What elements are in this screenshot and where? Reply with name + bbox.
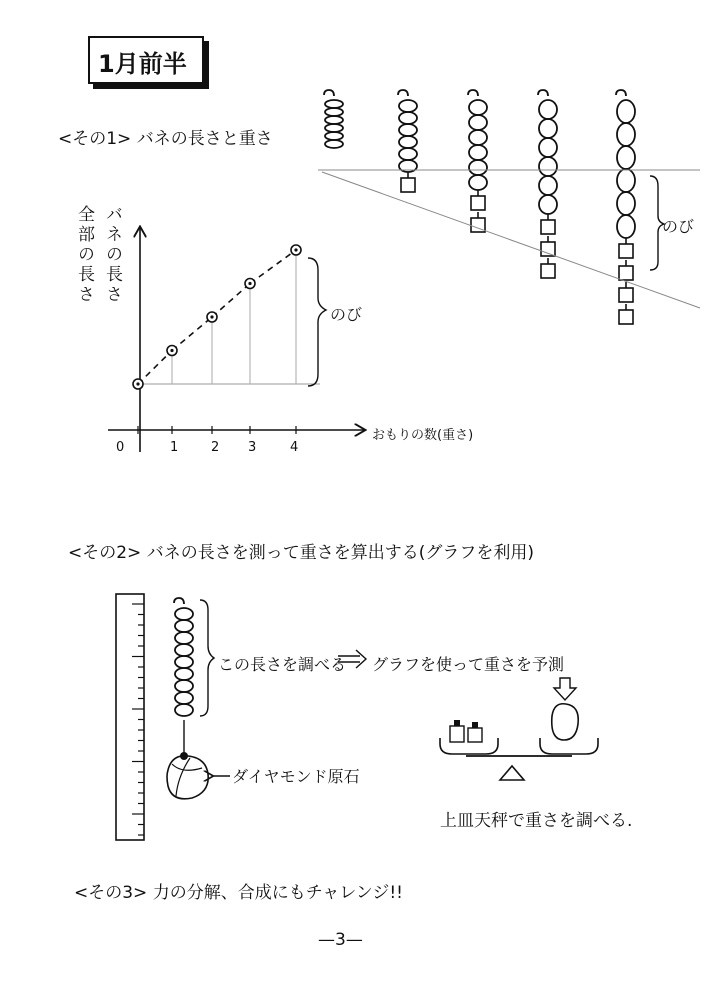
page-title: 1月前半 [98, 50, 187, 78]
balance-scale-text: 上皿天秤で重さを調べる. [440, 811, 633, 831]
weight-block [541, 242, 555, 256]
series-line-segment [212, 284, 250, 318]
data-point-center [210, 315, 213, 318]
spring-coil [175, 692, 193, 704]
tick-label: 2 [211, 440, 220, 455]
spring-coil [175, 668, 193, 680]
spring-coil [175, 656, 193, 668]
weight-block [541, 264, 555, 278]
double-arrow-icon [338, 650, 366, 668]
diagram-extension-label: のび [662, 217, 695, 236]
graph-extension-label: のび [330, 305, 363, 324]
measurement-spring [174, 598, 193, 716]
series-line-segment [250, 250, 296, 284]
tick-label: 0 [116, 440, 125, 455]
data-point-center [170, 349, 173, 352]
spring-coil [325, 100, 343, 108]
x-axis-label: おもりの数(重さ) [372, 428, 474, 443]
spring-coil [617, 123, 635, 146]
spring-coil [175, 644, 193, 656]
weight-block [619, 266, 633, 280]
graph-extension-brace [308, 258, 326, 386]
diamond-stone-icon [167, 720, 208, 799]
down-arrow-icon [554, 678, 576, 700]
tick-label: 4 [290, 440, 299, 455]
y-axis-label-spring-length: バネの長さ [102, 205, 122, 305]
spring-coil [539, 157, 557, 176]
spring-coil [399, 112, 417, 124]
spring-diagram [324, 90, 635, 324]
spring-coil [617, 146, 635, 169]
series-line-segment [172, 317, 212, 351]
weight-block [471, 196, 485, 210]
predict-weight-text: グラフを使って重さを予測 [372, 655, 565, 674]
spring-coil [617, 100, 635, 123]
ruler [116, 594, 144, 840]
spring-coil [469, 100, 487, 115]
weight-block [619, 310, 633, 324]
spring-coil [399, 124, 417, 136]
spring-coil [399, 136, 417, 148]
spring-coil [175, 620, 193, 632]
spring-coil [617, 192, 635, 215]
spring-bottom-guide [322, 172, 700, 308]
spring-coil [469, 145, 487, 160]
spring-coil [399, 148, 417, 160]
page-number: —3— [318, 930, 363, 950]
tick-label: 3 [248, 440, 257, 455]
spring-coil [539, 176, 557, 195]
y-axis-label-total-length: 全部の長さ [74, 205, 94, 305]
tick-label: 1 [170, 440, 179, 455]
spring-coil [469, 175, 487, 190]
spring-coil [539, 100, 557, 119]
spring-coil [469, 115, 487, 130]
spring-coil [325, 116, 343, 124]
weight-block [619, 288, 633, 302]
section1-heading: <その1> バネの長さと重さ [58, 129, 273, 149]
spring-coil [175, 704, 193, 716]
spring-coil [175, 632, 193, 644]
spring-coil [617, 215, 635, 238]
balance-scale-icon [440, 704, 598, 780]
data-point-center [248, 282, 251, 285]
spring-coil [469, 160, 487, 175]
spring-coil [469, 130, 487, 145]
spring-coil [325, 140, 343, 148]
section2-heading: <その2> バネの長さを測って重さを算出する(グラフを利用) [68, 543, 534, 563]
weight-block [541, 220, 555, 234]
chart-marks [133, 245, 301, 434]
diagram-extension-brace [650, 176, 664, 270]
series-line-segment [138, 351, 172, 385]
spring-coil [539, 138, 557, 157]
data-point-center [294, 248, 297, 251]
measure-brace [200, 600, 214, 716]
spring-coil [617, 169, 635, 192]
spring-coil [539, 119, 557, 138]
spring-coil [175, 608, 193, 620]
measure-length-text: この長さを調べる [218, 655, 347, 674]
section3-heading: <その3> 力の分解、合成にもチャレンジ!! [74, 883, 403, 903]
weight-block [401, 178, 415, 192]
spring-coil [175, 680, 193, 692]
spring-coil [399, 100, 417, 112]
spring-coil [539, 195, 557, 214]
data-point-center [136, 382, 139, 385]
spring-coil [325, 124, 343, 132]
spring-coil [325, 132, 343, 140]
weight-block [619, 244, 633, 258]
rough-diamond-label: ダイヤモンド原石 [232, 767, 360, 786]
spring-coil [325, 108, 343, 116]
